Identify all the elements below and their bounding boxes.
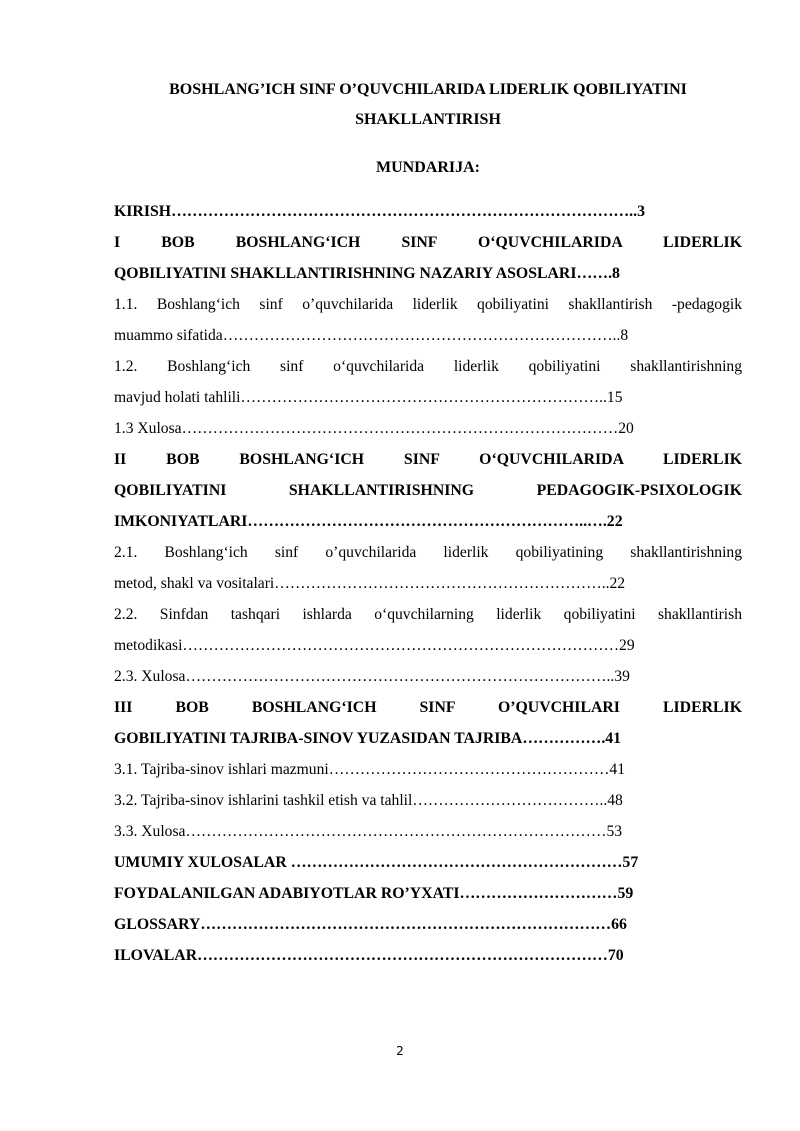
toc-entry-line: 1.3 Xulosa…………………………………………………………………………20 (114, 420, 634, 437)
toc-entry (114, 909, 742, 940)
toc-entry (114, 847, 742, 878)
toc-entry-line: IMKONIYATLARI………………………………………………………..….22 (114, 513, 623, 530)
toc-entry-line: mavjud holati tahlili……………………………………………………………..15 (114, 389, 623, 406)
toc-entry-line: KIRISH……………………………………………………………………………..3 (114, 203, 645, 220)
toc-entry-line: ILOVALAR……………………………………………………………………70 (114, 947, 624, 964)
toc-entry-line: 3.1. Tajriba-sinov ishlari mazmuni………………………………………………41 (114, 761, 626, 778)
toc-entry-line: 2.2. Sinfdan tashqari ishlarda o‘quvchilarning liderlik qobiliyatini shakllantirish (114, 606, 742, 623)
table-of-contents (114, 196, 742, 971)
toc-entry (114, 413, 742, 444)
toc-entry (114, 537, 742, 599)
toc-entry (114, 754, 742, 785)
toc-entry (114, 289, 742, 351)
toc-entry (114, 196, 742, 227)
toc-entry-line: 1.1. Boshlang‘ich sinf o’quvchilarida liderlik qobiliyatini shakllantirish -pedagogik (114, 296, 742, 313)
toc-entry (114, 661, 742, 692)
toc-entry-line: GLOSSARY……………………………………………………………………66 (114, 916, 627, 933)
toc-entry-line: GOBILIYATINI TAJRIBA-SINOV YUZASIDAN TAJRIBA…………….41 (114, 730, 622, 747)
page-number: 2 (396, 1044, 404, 1058)
toc-entry-line: 2.3. Xulosa………………………………………………………………………..39 (114, 668, 630, 685)
toc-entry (114, 227, 742, 289)
toc-entry (114, 785, 742, 816)
toc-entry-line: 1.2. Boshlang‘ich sinf o‘quvchilarida liderlik qobiliyatini shakllantirishning (114, 358, 742, 375)
toc-entry-line: metodikasi…………………………………………………………………………29 (114, 637, 635, 654)
toc-entry-line: 3.2. Tajriba-sinov ishlarini tashkil etish va tahlil………………………………..48 (114, 792, 623, 809)
toc-entry-line: muammo sifatida…………………………………………………………………..8 (114, 327, 629, 344)
toc-entry (114, 351, 742, 413)
toc-entry-line: III BOB BOSHLANG‘ICH SINF O’QUVCHILARI LIDERLIK (114, 699, 742, 716)
contents-heading: MUNDARIJA: (376, 159, 480, 176)
document-title-line-1: BOSHLANG’ICH SINF O’QUVCHILARIDA LIDERLIK QOBILIYATINI (169, 81, 687, 98)
toc-entry-line: UMUMIY XULOSALAR ………………………………………………………57 (114, 854, 639, 871)
toc-entry-line: II BOB BOSHLANG‘ICH SINF O‘QUVCHILARIDA LIDERLIK (114, 451, 742, 468)
toc-entry (114, 599, 742, 661)
toc-entry-line: QOBILIYATINI SHAKLLANTIRISHNING NAZARIY ASOSLARI…….8 (114, 265, 620, 282)
toc-entry (114, 878, 742, 909)
toc-entry (114, 940, 742, 971)
toc-entry-line: I BOB BOSHLANG‘ICH SINF O‘QUVCHILARIDA LIDERLIK (114, 234, 742, 251)
toc-entry-line: FOYDALANILGAN ADABIYOTLAR RO’YXATI…………………………59 (114, 885, 634, 902)
toc-entry-line: 2.1. Boshlang‘ich sinf o’quvchilarida liderlik qobiliyatining shakllantirishning (114, 544, 742, 561)
toc-entry (114, 816, 742, 847)
toc-entry (114, 444, 742, 537)
toc-entry-line: QOBILIYATINI SHAKLLANTIRISHNING PEDAGOGIK-PSIXOLOGIK (114, 482, 742, 499)
document-title-line-2: SHAKLLANTIRISH (355, 111, 501, 128)
toc-entry-line: metod, shakl va vositalari………………………………………………………..22 (114, 575, 626, 592)
toc-entry (114, 692, 742, 754)
toc-entry-line: 3.3. Xulosa………………………………………………………………………53 (114, 823, 623, 840)
